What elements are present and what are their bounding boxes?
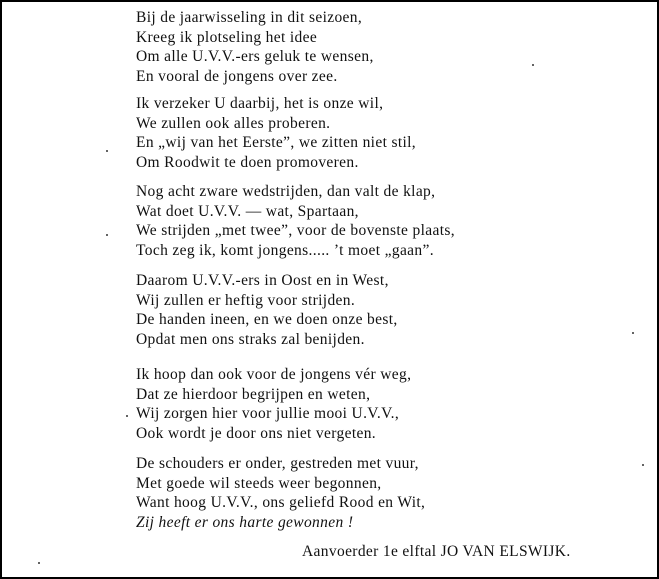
- stanza-6: [136, 454, 425, 533]
- poem-line: Wat doet U.V.V. — wat, Spartaan,: [136, 202, 359, 220]
- scan-speck: [126, 415, 128, 417]
- stanza-3: [136, 182, 455, 261]
- scan-speck: [106, 234, 108, 236]
- stanza-2: [136, 94, 416, 173]
- poem-line-italic: Zij heeft er ons harte gewonnen !: [136, 514, 354, 532]
- stanza-5: [136, 365, 411, 444]
- poem-line: Om Roodwit te doen promoveren.: [136, 154, 359, 172]
- poem-line: Wij zullen er heftig voor strijden.: [136, 291, 356, 309]
- stanza-1: [136, 8, 374, 87]
- poem-line: Ook wordt je door ons niet vergeten.: [136, 425, 377, 443]
- poem-line: We zullen ook alles proberen.: [136, 114, 331, 132]
- scan-speck: [532, 64, 534, 66]
- poem-line: De schouders er onder, gestreden met vuur,: [136, 455, 419, 472]
- poem-line: Bij de jaarwisseling in dit seizoen,: [136, 9, 363, 26]
- poem-line: Opdat men ons straks zal benijden.: [136, 331, 365, 349]
- poem-line: Nog acht zware wedstrijden, dan valt de klap,: [136, 183, 436, 200]
- poem-line: Om alle U.V.V.-ers geluk te wensen,: [136, 48, 374, 66]
- poem-line: En „wij van het Eerste”, we zitten niet stil,: [136, 134, 417, 152]
- poem-line: Want hoog U.V.V., ons geliefd Rood en Wit,: [136, 494, 426, 512]
- poem-line: Met goede wil steeds weer begonnen,: [136, 474, 382, 492]
- poem-line: Toch zeg ik, komt jongens..... ’t moet „gaan”.: [136, 242, 434, 260]
- poem-line: We strijden „met twee”, voor de bovenste plaats,: [136, 222, 455, 240]
- poem-line: Daarom U.V.V.-ers in Oost en in West,: [136, 272, 389, 289]
- stanza-4: [136, 271, 398, 350]
- scan-speck: [106, 150, 108, 152]
- scan-speck: [642, 464, 644, 466]
- poem-line: Dat ze hierdoor begrijpen en weten,: [136, 385, 371, 403]
- poem-line: Wij zorgen hier voor jullie mooi U.V.V.,: [136, 405, 400, 423]
- poem-line: De handen ineen, en we doen onze best,: [136, 311, 398, 329]
- scan-speck: [38, 562, 40, 564]
- poem-line: Ik hoop dan ook voor de jongens vér weg,: [136, 366, 412, 383]
- signature: Aanvoerder 1e elftal JO VAN ELSWIJK.: [302, 543, 571, 560]
- poem-line: Kreeg ik plotseling het idee: [136, 28, 318, 46]
- scan-speck: [632, 332, 634, 334]
- poem-line: Ik verzeker U daarbij, het is onze wil,: [136, 95, 384, 112]
- poem-line: En vooral de jongens over zee.: [136, 68, 338, 86]
